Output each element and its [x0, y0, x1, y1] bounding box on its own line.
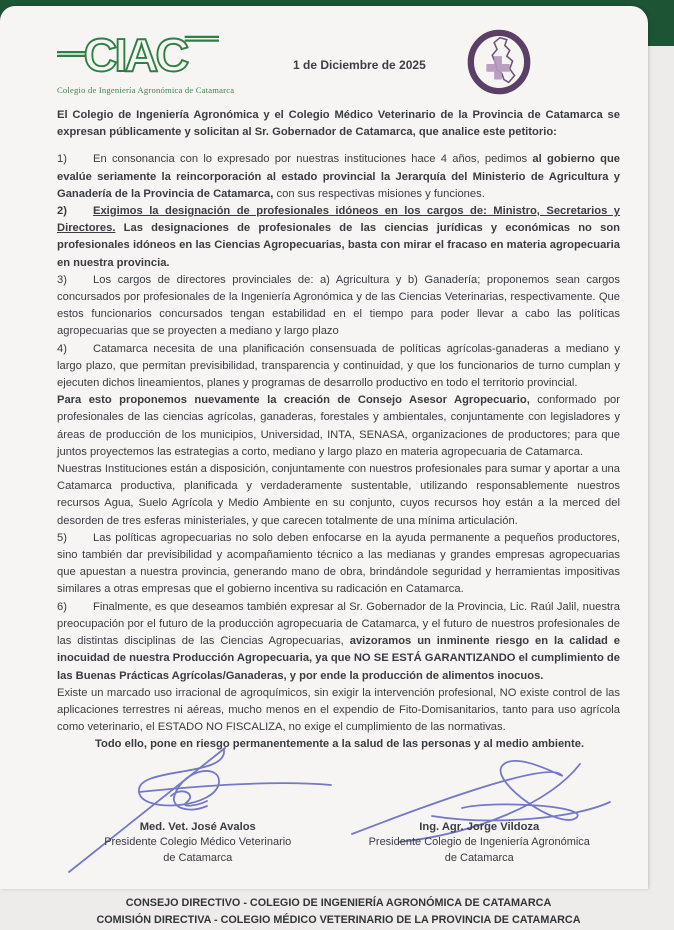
petition-point-1: [57, 151, 620, 203]
intro-paragraph: [57, 107, 620, 141]
veterinary-college-logo-icon: [465, 28, 533, 96]
ciac-logo-subtitle: Colegio de Ingeniería Agronómica de Catamarca: [57, 85, 235, 95]
document-footer: [57, 895, 620, 930]
list-number: 2): [57, 205, 67, 218]
footer-line-comision-directiva: COMISIÓN DIRECTIVA - COLEGIO MÉDICO VETERINARIO DE LA PROVINCIA DE CATAMARCA: [96, 914, 581, 927]
ciac-logo-icon: [57, 26, 219, 82]
list-number: 6): [57, 600, 67, 613]
petition-point-2: [57, 203, 620, 272]
text-run-bold: Para esto proponemos nuevamente la creación de Consejo Asesor Agropecuario,: [57, 394, 530, 407]
signature-block-left: [57, 758, 339, 886]
petition-point-4: [57, 341, 620, 393]
text-run-bold: Todo ello, pone en riesgo permanentemente a la salud de las personas y al medio ambiente.: [95, 738, 585, 751]
signature-block-right: [339, 758, 621, 886]
document-header: [57, 6, 620, 107]
signer-role: de Catamarca: [444, 851, 514, 864]
list-number: 5): [57, 531, 67, 544]
text-run: El Colegio de Ingeniería Agronómica y el Colegio Médico Veterinario de la Provincia de Catamarca se expresan públicamente y solicitan al Sr. Gobernador de Catamarca, que analice este petitorio:: [57, 109, 620, 139]
signer-name: Ing. Agr. Jorge Vildoza: [419, 820, 540, 833]
petition-point-3: [57, 272, 620, 341]
text-run-bold: al gobierno que evalúe seriamente la reincorporación al estado provincial la Jerarquía del Ministerio de Agricultura y Ganadería de la Provincia de Catamarca,: [57, 153, 620, 200]
text-run: con sus respectivas misiones y funciones.: [273, 187, 485, 200]
list-number: 3): [57, 273, 67, 286]
text-run: Los cargos de directores provinciales de: a) Agricultura y b) Ganadería; proponemos sean cargos concursados por profesionales de la Ingeniería Agronómica y de las Ciencias Veterinarias, respectivamente. Que estos funcionarios concursados tengan estabilidad en el tiempo para poder llevar a cabo las políticas agropecuarias que se proyecten a mediano y largo plazo: [57, 273, 620, 338]
signer-name: Med. Vet. José Avalos: [139, 820, 256, 833]
text-run-bold: Las designaciones de profesionales de las ciencias jurídicas y económicas no son profesionales idóneos en las Ciencias Agropecuarias, basta con mirar el fracaso en materia agropecuaria en nuestra provincia.: [57, 222, 620, 269]
text-run: Las políticas agropecuarias no solo deben enfocarse en la ayuda permanente a pequeños productores, sino también dar previsibilidad y acompañamiento técnico a las medianas y grandes empresas agropecuarias que apuestan a nuestra provincia, generando mano de obra, brindándole seguridad y herramientas impositivas similares a otras empresas que el gobierno incentiva su radicación en Catamarca.: [57, 531, 620, 596]
text-run-bold: avizoramos un inminente riesgo en la calidad e inocuidad de nuestra Producción Agropecuaria, ya que NO SE ESTÁ GARANTIZANDO el cumplimiento de las Buenas Prácticas Agrícolas/Ganaderas, y por ende la producción de alimentos inocuos.: [57, 635, 620, 682]
signatures-section: [57, 758, 620, 886]
list-number: 1): [57, 153, 67, 166]
svg-text:CIAC: CIAC: [83, 29, 187, 82]
agroquimicos-paragraph: [57, 685, 620, 737]
closing-statement: [57, 736, 620, 753]
text-run-underlined: Exigimos la designación de profesionales idóneos en los cargos de: Ministro, Secretarios y Directores.: [57, 205, 620, 235]
document-date: 1 de Diciembre de 2025: [293, 58, 426, 72]
signer-role: Presidente Colegio Médico Veterinario: [104, 836, 292, 849]
footer-line-consejo-directivo: CONSEJO DIRECTIVO - COLEGIO DE INGENIERÍA AGRONÓMICA DE CATAMARCA: [125, 896, 552, 909]
text-run: conformado por profesionales de las ciencias agrícolas, ganaderas, forestales y ambientales, conjuntamente con legisladores y áreas de producción de los municipios, Universidad, INTA, SENASA, organizaciones de productores; para que juntos proyectemos las estrategias a corto, mediano y largo plazo en materia agropecuaria de Catamarca.: [57, 394, 620, 458]
document-page: [0, 6, 648, 927]
text-run: Catamarca necesita de una planificación consensuada de políticas agrícolas-ganaderas a mediano y largo plazo, que permitan previsibilidad, transparencia y continuidad, y que los funcionarios de turno cumplan y ejecuten dichos lineamientos, planes y programas de desarrollo productivo en todo el territorio provincial.: [57, 342, 620, 390]
consejo-asesor-paragraph: [57, 392, 620, 461]
text-run: Finalmente, es que deseamos también expresar al Sr. Gobernador de la Provincia, Lic. Raúl Jalil, nuestra preocupación por el futuro de la producción agropecuaria de Catamarca, y el futuro de nuestros profesionales de las distintas disciplinas de las Ciencias Agropecuarias,: [57, 600, 620, 648]
petition-point-6: [57, 599, 620, 685]
text-run: Existe un marcado uso irracional de agroquímicos, sin exigir la intervención profesional, NO existe control de las aplicaciones terrestres ni aéreas, mucho menos en el expendio de Fito-Domisanitarios, tanto para uso agrícola como veterinario, el ESTADO NO FISCALIZA, no exige el cumplimiento de las normativas.: [57, 686, 620, 734]
petition-point-5: [57, 530, 620, 599]
instituciones-paragraph: [57, 461, 620, 530]
signer-role: de Catamarca: [163, 851, 233, 864]
document-body: [57, 107, 620, 754]
text-run: Nuestras Instituciones están a disposición, conjuntamente con nuestros profesionales para sumar y aportar a una Catamarca productiva, planificada y verdaderamente sustentable, utilizando responsablemente nuestros recursos Agua, Suelo Agrícola y Medio Ambiente en su conjunto, cuyos recursos hoy están a la merced del desorden de tres esferas ministeriales, y que carecen totalmente de una mínima articulación.: [57, 463, 620, 527]
signer-role: Presidente Colegio de Ingeniería Agronómica: [368, 836, 590, 849]
text-run: En consonancia con lo expresado por nuestras instituciones hace 4 años, pedimos: [93, 153, 533, 166]
list-number: 4): [57, 342, 67, 355]
